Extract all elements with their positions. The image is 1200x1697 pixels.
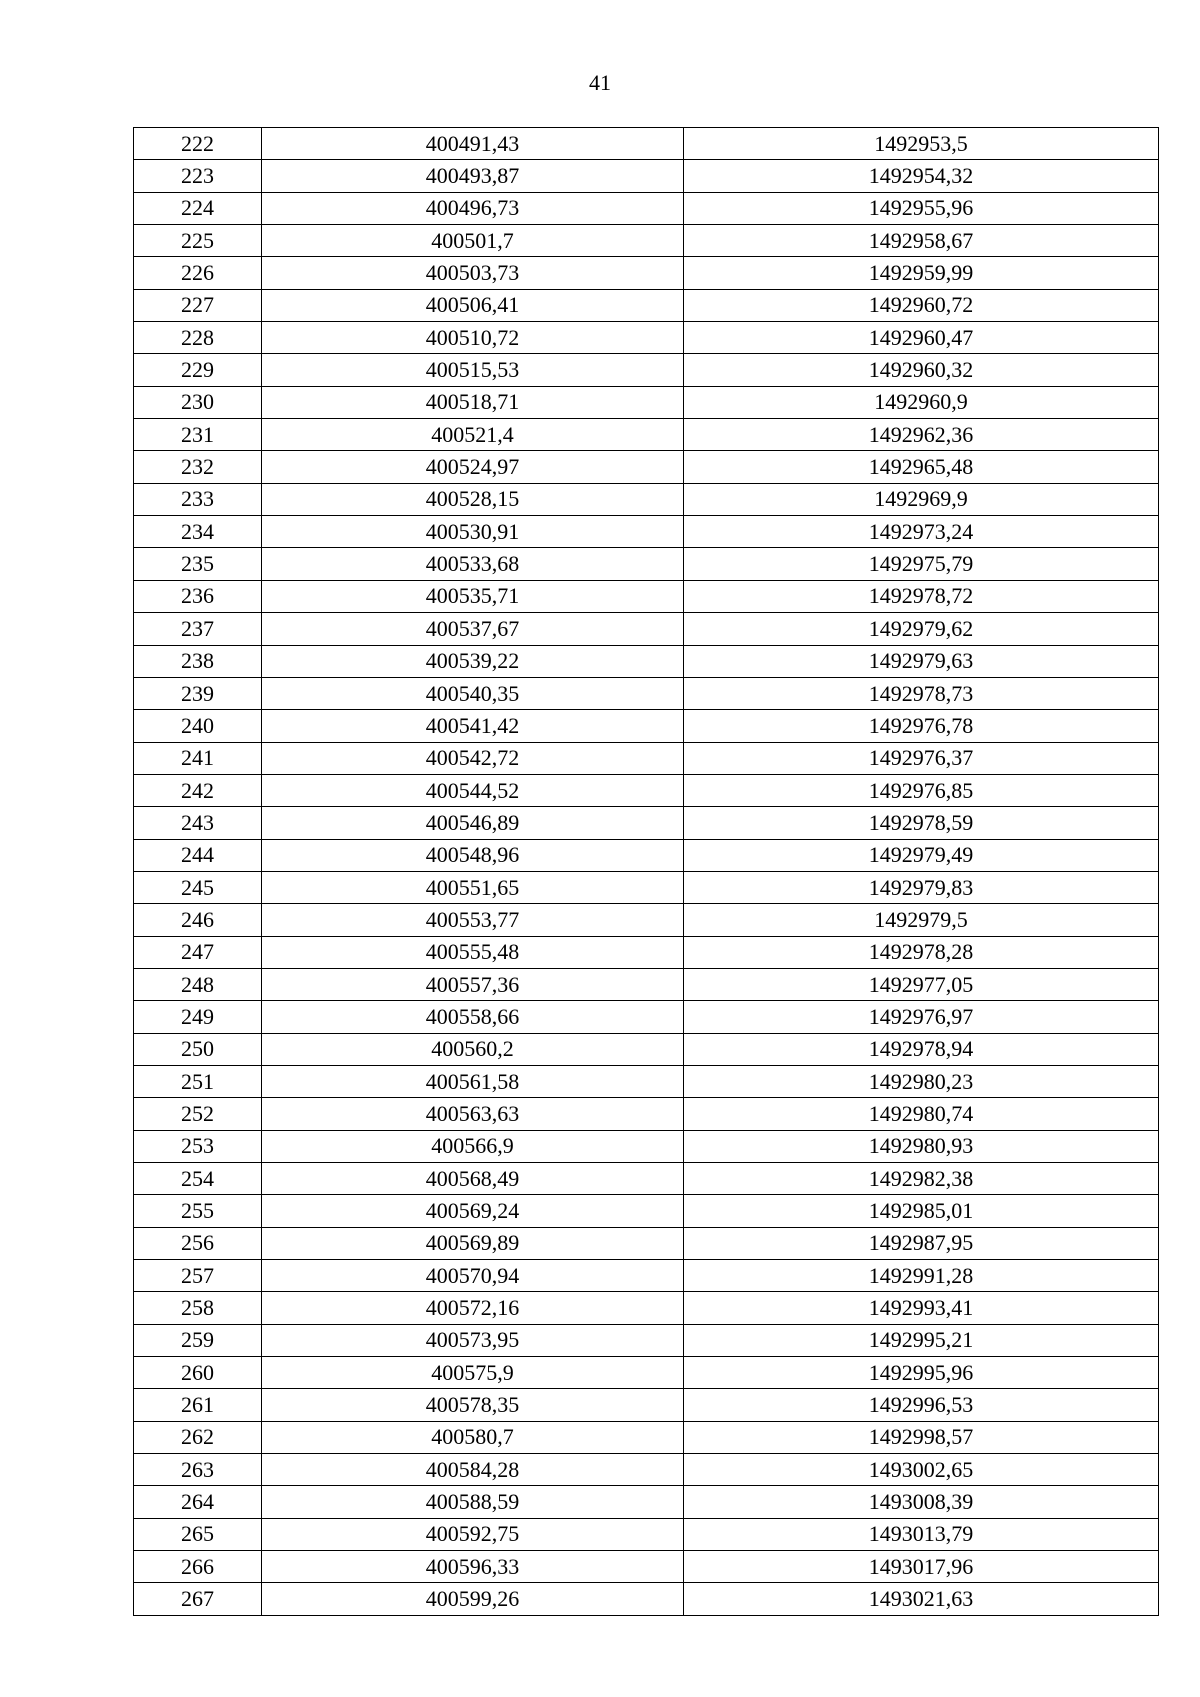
point-number-cell: 226 [134, 257, 262, 289]
point-number-cell: 252 [134, 1098, 262, 1130]
y-coordinate-cell: 1492969,9 [684, 483, 1159, 515]
coordinates-table [133, 127, 1159, 1616]
y-coordinate-cell: 1493013,79 [684, 1518, 1159, 1550]
x-coordinate-cell: 400542,72 [262, 742, 684, 774]
y-coordinate-cell: 1492953,5 [684, 128, 1159, 160]
point-number-cell: 225 [134, 225, 262, 257]
x-coordinate-cell: 400555,48 [262, 936, 684, 968]
table-row [134, 451, 1159, 483]
point-number-cell: 255 [134, 1195, 262, 1227]
y-coordinate-cell: 1492965,48 [684, 451, 1159, 483]
x-coordinate-cell: 400592,75 [262, 1518, 684, 1550]
table-row [134, 936, 1159, 968]
point-number-cell: 244 [134, 839, 262, 871]
point-number-cell: 224 [134, 192, 262, 224]
point-number-cell: 240 [134, 710, 262, 742]
x-coordinate-cell: 400537,67 [262, 613, 684, 645]
table-row [134, 1583, 1159, 1615]
y-coordinate-cell: 1492995,21 [684, 1324, 1159, 1356]
x-coordinate-cell: 400570,94 [262, 1260, 684, 1292]
point-number-cell: 260 [134, 1357, 262, 1389]
y-coordinate-cell: 1492976,37 [684, 742, 1159, 774]
x-coordinate-cell: 400588,59 [262, 1486, 684, 1518]
y-coordinate-cell: 1492973,24 [684, 516, 1159, 548]
point-number-cell: 249 [134, 1001, 262, 1033]
x-coordinate-cell: 400568,49 [262, 1163, 684, 1195]
y-coordinate-cell: 1492996,53 [684, 1389, 1159, 1421]
table-row [134, 1130, 1159, 1162]
point-number-cell: 251 [134, 1065, 262, 1097]
table-row [134, 807, 1159, 839]
table-row [134, 1065, 1159, 1097]
table-row [134, 710, 1159, 742]
y-coordinate-cell: 1492978,59 [684, 807, 1159, 839]
y-coordinate-cell: 1492959,99 [684, 257, 1159, 289]
x-coordinate-cell: 400578,35 [262, 1389, 684, 1421]
y-coordinate-cell: 1492998,57 [684, 1421, 1159, 1453]
table-row [134, 968, 1159, 1000]
point-number-cell: 228 [134, 322, 262, 354]
point-number-cell: 236 [134, 580, 262, 612]
table-row [134, 548, 1159, 580]
y-coordinate-cell: 1493008,39 [684, 1486, 1159, 1518]
x-coordinate-cell: 400503,73 [262, 257, 684, 289]
y-coordinate-cell: 1492980,93 [684, 1130, 1159, 1162]
table-row [134, 1260, 1159, 1292]
point-number-cell: 227 [134, 289, 262, 321]
x-coordinate-cell: 400569,24 [262, 1195, 684, 1227]
table-row [134, 419, 1159, 451]
x-coordinate-cell: 400561,58 [262, 1065, 684, 1097]
y-coordinate-cell: 1492985,01 [684, 1195, 1159, 1227]
x-coordinate-cell: 400506,41 [262, 289, 684, 321]
point-number-cell: 229 [134, 354, 262, 386]
x-coordinate-cell: 400501,7 [262, 225, 684, 257]
x-coordinate-cell: 400553,77 [262, 904, 684, 936]
point-number-cell: 264 [134, 1486, 262, 1518]
y-coordinate-cell: 1492962,36 [684, 419, 1159, 451]
table-row [134, 1357, 1159, 1389]
point-number-cell: 246 [134, 904, 262, 936]
y-coordinate-cell: 1492979,49 [684, 839, 1159, 871]
point-number-cell: 267 [134, 1583, 262, 1615]
x-coordinate-cell: 400584,28 [262, 1454, 684, 1486]
point-number-cell: 231 [134, 419, 262, 451]
table-row [134, 1518, 1159, 1550]
x-coordinate-cell: 400535,71 [262, 580, 684, 612]
x-coordinate-cell: 400599,26 [262, 1583, 684, 1615]
x-coordinate-cell: 400510,72 [262, 322, 684, 354]
x-coordinate-cell: 400575,9 [262, 1357, 684, 1389]
y-coordinate-cell: 1492975,79 [684, 548, 1159, 580]
y-coordinate-cell: 1492976,97 [684, 1001, 1159, 1033]
x-coordinate-cell: 400533,68 [262, 548, 684, 580]
point-number-cell: 234 [134, 516, 262, 548]
y-coordinate-cell: 1492995,96 [684, 1357, 1159, 1389]
point-number-cell: 266 [134, 1551, 262, 1583]
table-row [134, 1324, 1159, 1356]
y-coordinate-cell: 1492960,9 [684, 386, 1159, 418]
table-row [134, 386, 1159, 418]
y-coordinate-cell: 1492980,23 [684, 1065, 1159, 1097]
table-row [134, 1486, 1159, 1518]
table-row [134, 257, 1159, 289]
y-coordinate-cell: 1492979,62 [684, 613, 1159, 645]
table-row [134, 1098, 1159, 1130]
point-number-cell: 265 [134, 1518, 262, 1550]
y-coordinate-cell: 1492978,28 [684, 936, 1159, 968]
x-coordinate-cell: 400491,43 [262, 128, 684, 160]
table-row [134, 742, 1159, 774]
table-row [134, 1195, 1159, 1227]
x-coordinate-cell: 400596,33 [262, 1551, 684, 1583]
y-coordinate-cell: 1493021,63 [684, 1583, 1159, 1615]
point-number-cell: 243 [134, 807, 262, 839]
y-coordinate-cell: 1492976,85 [684, 774, 1159, 806]
x-coordinate-cell: 400544,52 [262, 774, 684, 806]
y-coordinate-cell: 1492979,63 [684, 645, 1159, 677]
y-coordinate-cell: 1492960,32 [684, 354, 1159, 386]
table-row [134, 904, 1159, 936]
x-coordinate-cell: 400493,87 [262, 160, 684, 192]
x-coordinate-cell: 400524,97 [262, 451, 684, 483]
point-number-cell: 256 [134, 1227, 262, 1259]
point-number-cell: 261 [134, 1389, 262, 1421]
table-row [134, 354, 1159, 386]
table-row [134, 1227, 1159, 1259]
point-number-cell: 230 [134, 386, 262, 418]
point-number-cell: 245 [134, 871, 262, 903]
y-coordinate-cell: 1492960,72 [684, 289, 1159, 321]
x-coordinate-cell: 400548,96 [262, 839, 684, 871]
y-coordinate-cell: 1492954,32 [684, 160, 1159, 192]
x-coordinate-cell: 400541,42 [262, 710, 684, 742]
table-row [134, 677, 1159, 709]
table-row [134, 1001, 1159, 1033]
y-coordinate-cell: 1492978,94 [684, 1033, 1159, 1065]
x-coordinate-cell: 400539,22 [262, 645, 684, 677]
y-coordinate-cell: 1492979,5 [684, 904, 1159, 936]
x-coordinate-cell: 400573,95 [262, 1324, 684, 1356]
x-coordinate-cell: 400528,15 [262, 483, 684, 515]
y-coordinate-cell: 1493002,65 [684, 1454, 1159, 1486]
x-coordinate-cell: 400515,53 [262, 354, 684, 386]
point-number-cell: 235 [134, 548, 262, 580]
x-coordinate-cell: 400558,66 [262, 1001, 684, 1033]
table-row [134, 192, 1159, 224]
y-coordinate-cell: 1492976,78 [684, 710, 1159, 742]
point-number-cell: 241 [134, 742, 262, 774]
x-coordinate-cell: 400572,16 [262, 1292, 684, 1324]
x-coordinate-cell: 400563,63 [262, 1098, 684, 1130]
x-coordinate-cell: 400557,36 [262, 968, 684, 1000]
table-row [134, 1389, 1159, 1421]
table-row [134, 1551, 1159, 1583]
coordinates-table-body [134, 128, 1159, 1616]
table-row [134, 774, 1159, 806]
table-row [134, 1292, 1159, 1324]
point-number-cell: 239 [134, 677, 262, 709]
point-number-cell: 253 [134, 1130, 262, 1162]
y-coordinate-cell: 1493017,96 [684, 1551, 1159, 1583]
table-row [134, 128, 1159, 160]
table-row [134, 483, 1159, 515]
y-coordinate-cell: 1492958,67 [684, 225, 1159, 257]
point-number-cell: 247 [134, 936, 262, 968]
point-number-cell: 237 [134, 613, 262, 645]
point-number-cell: 257 [134, 1260, 262, 1292]
table-row [134, 289, 1159, 321]
point-number-cell: 223 [134, 160, 262, 192]
y-coordinate-cell: 1492979,83 [684, 871, 1159, 903]
point-number-cell: 222 [134, 128, 262, 160]
y-coordinate-cell: 1492987,95 [684, 1227, 1159, 1259]
y-coordinate-cell: 1492977,05 [684, 968, 1159, 1000]
point-number-cell: 250 [134, 1033, 262, 1065]
x-coordinate-cell: 400560,2 [262, 1033, 684, 1065]
table-row [134, 322, 1159, 354]
point-number-cell: 242 [134, 774, 262, 806]
x-coordinate-cell: 400530,91 [262, 516, 684, 548]
x-coordinate-cell: 400580,7 [262, 1421, 684, 1453]
x-coordinate-cell: 400540,35 [262, 677, 684, 709]
y-coordinate-cell: 1492978,73 [684, 677, 1159, 709]
y-coordinate-cell: 1492993,41 [684, 1292, 1159, 1324]
table-row [134, 839, 1159, 871]
page-number: 41 [589, 70, 611, 95]
y-coordinate-cell: 1492980,74 [684, 1098, 1159, 1130]
table-row [134, 645, 1159, 677]
point-number-cell: 258 [134, 1292, 262, 1324]
point-number-cell: 254 [134, 1163, 262, 1195]
y-coordinate-cell: 1492982,38 [684, 1163, 1159, 1195]
table-row [134, 1033, 1159, 1065]
x-coordinate-cell: 400569,89 [262, 1227, 684, 1259]
point-number-cell: 259 [134, 1324, 262, 1356]
table-row [134, 225, 1159, 257]
x-coordinate-cell: 400521,4 [262, 419, 684, 451]
table-row [134, 1454, 1159, 1486]
table-row [134, 613, 1159, 645]
table-row [134, 871, 1159, 903]
x-coordinate-cell: 400496,73 [262, 192, 684, 224]
table-row [134, 516, 1159, 548]
point-number-cell: 263 [134, 1454, 262, 1486]
point-number-cell: 248 [134, 968, 262, 1000]
point-number-cell: 262 [134, 1421, 262, 1453]
y-coordinate-cell: 1492960,47 [684, 322, 1159, 354]
x-coordinate-cell: 400566,9 [262, 1130, 684, 1162]
x-coordinate-cell: 400518,71 [262, 386, 684, 418]
point-number-cell: 233 [134, 483, 262, 515]
x-coordinate-cell: 400546,89 [262, 807, 684, 839]
point-number-cell: 238 [134, 645, 262, 677]
table-row [134, 160, 1159, 192]
point-number-cell: 232 [134, 451, 262, 483]
table-row [134, 1421, 1159, 1453]
table-row [134, 1163, 1159, 1195]
y-coordinate-cell: 1492991,28 [684, 1260, 1159, 1292]
table-row [134, 580, 1159, 612]
y-coordinate-cell: 1492978,72 [684, 580, 1159, 612]
y-coordinate-cell: 1492955,96 [684, 192, 1159, 224]
x-coordinate-cell: 400551,65 [262, 871, 684, 903]
